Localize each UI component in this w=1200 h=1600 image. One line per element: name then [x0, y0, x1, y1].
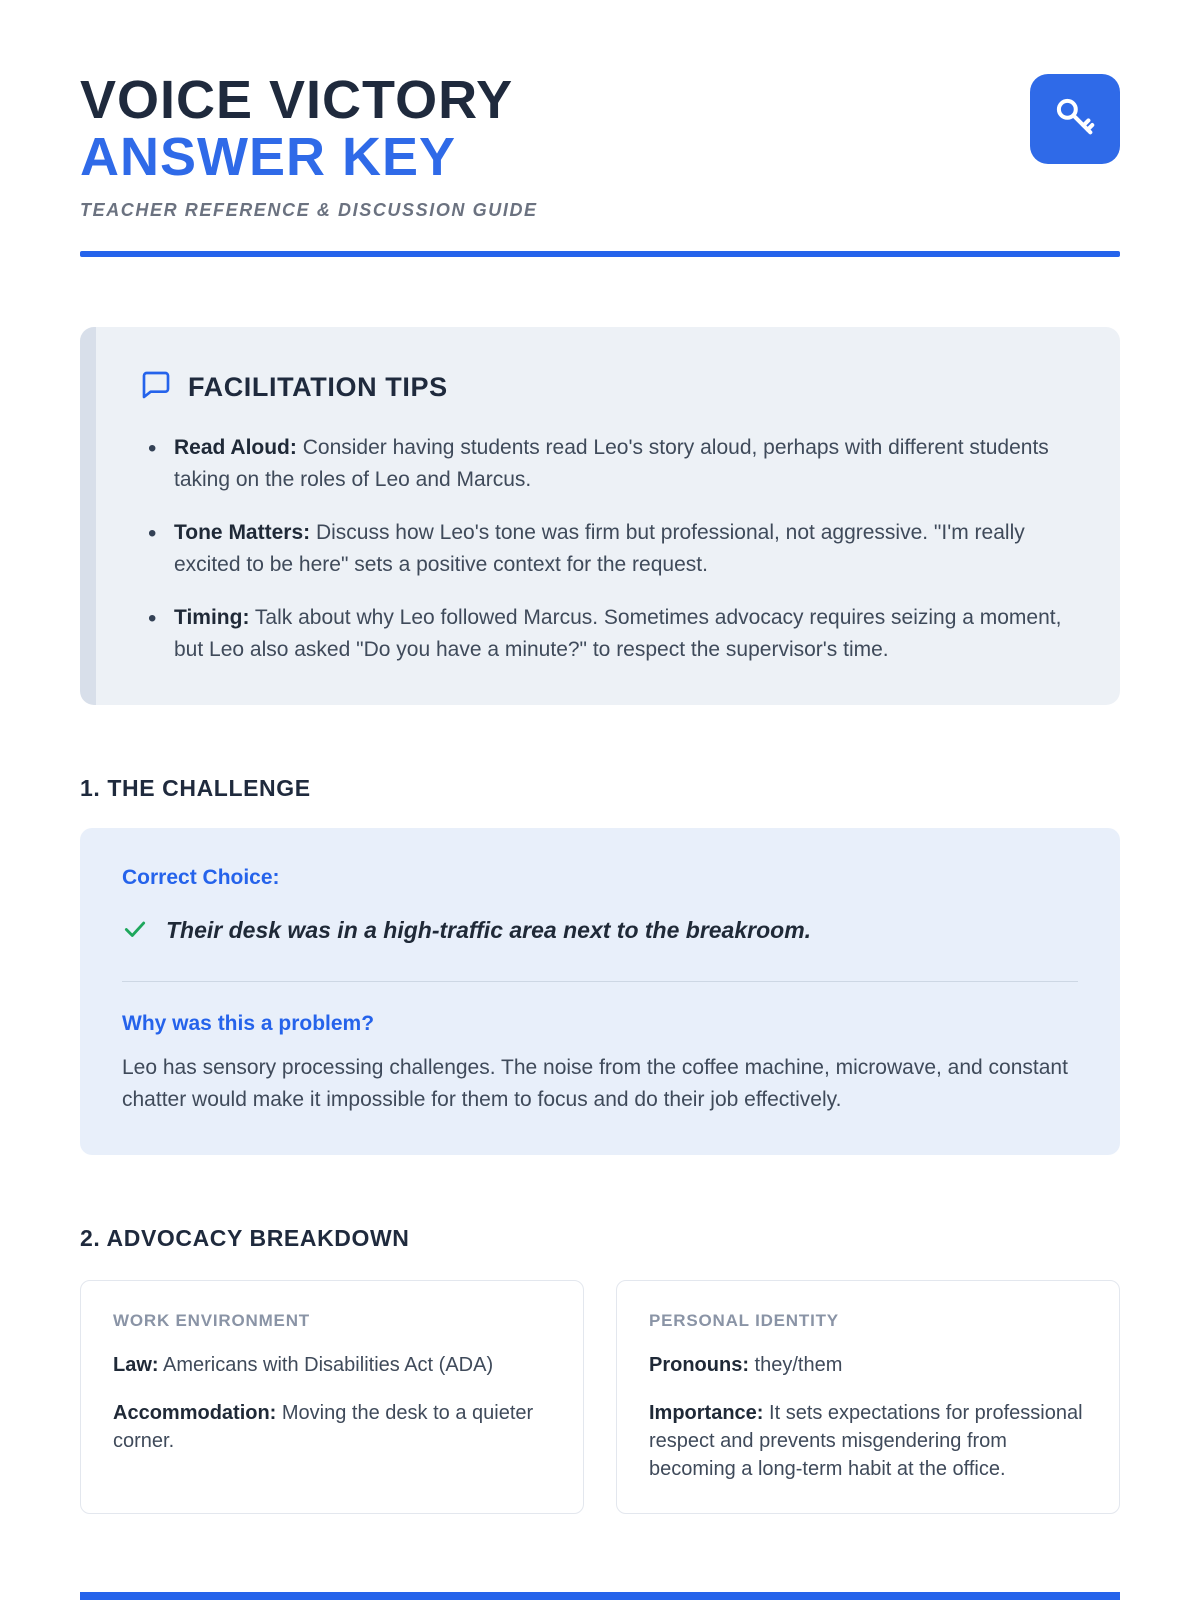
- tip-item: [140, 517, 1076, 580]
- tip-item: [140, 602, 1076, 665]
- page-subtitle: TEACHER REFERENCE & DISCUSSION GUIDE: [80, 200, 538, 221]
- field-importance: [649, 1399, 1087, 1483]
- section-heading-challenge: 1. THE CHALLENGE: [80, 775, 311, 802]
- key-icon: [1052, 94, 1098, 145]
- card-divider: [122, 981, 1078, 982]
- why-problem-text: Leo has sensory processing challenges. The noise from the coffee machine, microwave, and constant chatter would make it impossible for them to focus and do their job effectively.: [122, 1056, 1068, 1111]
- card-heading: PERSONAL IDENTITY: [649, 1311, 839, 1331]
- facilitation-tips-card: [80, 327, 1120, 705]
- tips-list: [140, 432, 1076, 665]
- field-label: Law:: [113, 1354, 159, 1377]
- field-pronouns: [649, 1351, 1087, 1379]
- field-label: Pronouns:: [649, 1354, 749, 1377]
- correct-choice-text: Their desk was in a high-traffic area next to the breakroom.: [166, 917, 812, 944]
- tip-text: Consider having students read Leo's story aloud, perhaps with different students taking on the roles of Leo and Marcus.: [174, 436, 1049, 491]
- advocacy-card-work-environment: [80, 1280, 584, 1514]
- field-text: Americans with Disabilities Act (ADA): [158, 1354, 494, 1377]
- tip-item: [140, 432, 1076, 495]
- correct-choice-label: Correct Choice:: [122, 866, 280, 890]
- tip-text: Discuss how Leo's tone was firm but professional, not aggressive. "I'm really excited to be here" sets a positive context for the request.: [174, 521, 1025, 576]
- answer-key-title: ANSWER KEY: [80, 127, 457, 188]
- advocacy-card-personal-identity: [616, 1280, 1120, 1514]
- field-label: Accommodation:: [113, 1402, 277, 1425]
- tip-label: Timing:: [174, 606, 250, 630]
- footer-divider: [80, 1592, 1120, 1600]
- tip-text: Talk about why Leo followed Marcus. Sometimes advocacy requires seizing a moment, but Leo also asked "Do you have a minute?" to respect the supervisor's time.: [174, 606, 1062, 661]
- page-title: VOICE VICTORY: [80, 70, 514, 130]
- field-label: Importance:: [649, 1402, 764, 1425]
- header: [80, 72, 1120, 257]
- field-text: they/them: [749, 1354, 843, 1377]
- field-accommodation: [113, 1399, 551, 1455]
- tip-label: Tone Matters:: [174, 521, 311, 545]
- section-heading-advocacy: 2. ADVOCACY BREAKDOWN: [80, 1225, 410, 1252]
- speech-bubble-icon: [140, 369, 172, 406]
- field-text: Moving the desk to a quieter corner.: [113, 1402, 534, 1453]
- tip-label: Read Aloud:: [174, 436, 297, 460]
- header-divider: [80, 251, 1120, 257]
- field-law: [113, 1351, 551, 1379]
- card-heading: WORK ENVIRONMENT: [113, 1311, 310, 1331]
- tips-heading: FACILITATION TIPS: [188, 372, 448, 403]
- why-problem-label: Why was this a problem?: [122, 1012, 375, 1036]
- key-badge: [1030, 74, 1120, 164]
- advocacy-grid: [80, 1280, 1120, 1514]
- field-text: It sets expectations for professional respect and prevents misgendering from becoming a long-term habit at the office.: [649, 1402, 1083, 1481]
- check-icon: [122, 916, 148, 947]
- correct-choice-row: [122, 916, 1078, 947]
- challenge-card: [80, 828, 1120, 1155]
